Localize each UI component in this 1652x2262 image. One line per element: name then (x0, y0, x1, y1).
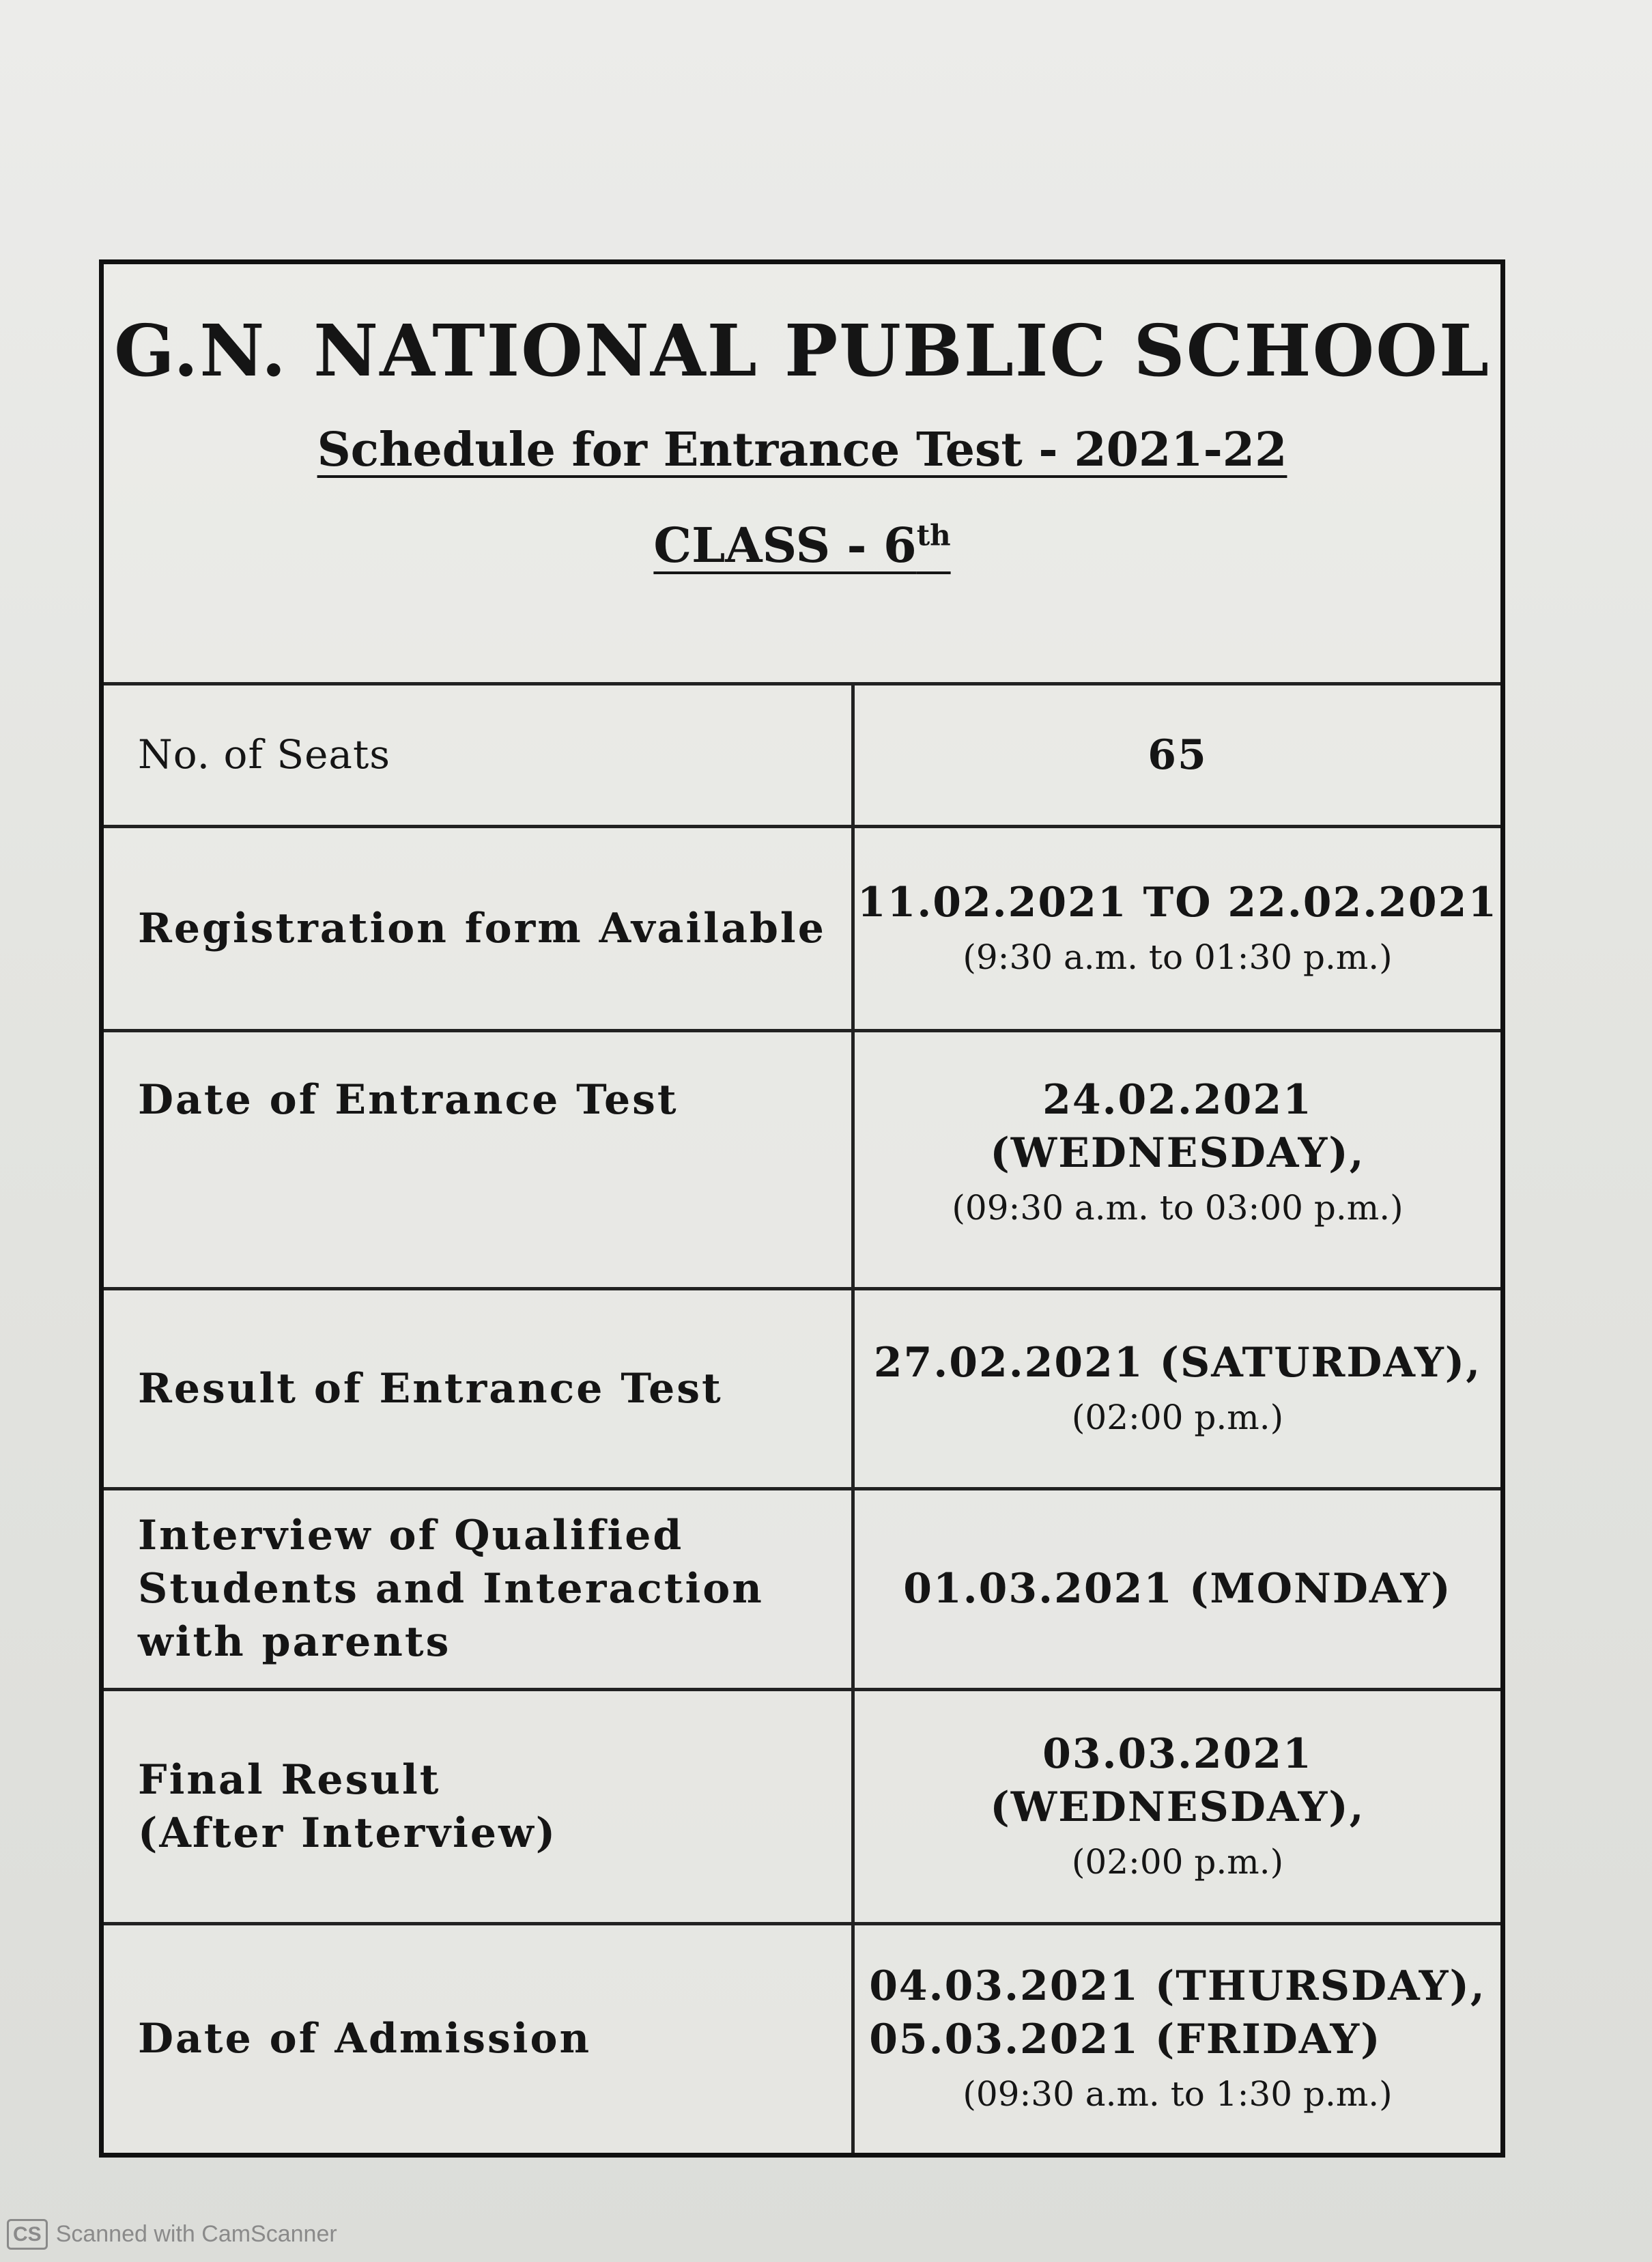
row-label: Date of Admission (104, 1925, 855, 2153)
class-label-text: CLASS - 6 (653, 517, 917, 574)
row-label: Date of Entrance Test (104, 1032, 855, 1287)
row-value-cell (855, 1691, 1500, 1922)
document-header (104, 264, 1500, 685)
row-value-cell (855, 685, 1500, 825)
table-row (104, 1290, 1500, 1490)
row-value-cell (855, 1290, 1500, 1487)
row-value-time: (9:30 a.m. to 01:30 p.m.) (963, 937, 1393, 977)
table-row (104, 1925, 1500, 2153)
row-value: 01.03.2021 (MONDAY) (903, 1565, 1452, 1613)
row-value-time: (02:00 p.m.) (1071, 1397, 1284, 1437)
school-name: G.N. NATIONAL PUBLIC SCHOOL (114, 309, 1490, 393)
row-label: Final Result (After Interview) (104, 1691, 855, 1922)
table-row (104, 1032, 1500, 1290)
row-value: 65 (1148, 731, 1208, 780)
scanner-watermark-text: Scanned with CamScanner (55, 2221, 337, 2247)
row-value-time: (09:30 a.m. to 03:00 p.m.) (952, 1187, 1404, 1228)
row-value-cell (855, 1925, 1500, 2153)
row-value: 27.02.2021 (SATURDAY), (873, 1338, 1482, 1387)
schedule-subtitle: Schedule for Entrance Test - 2021-22 (317, 423, 1287, 478)
camscanner-logo-icon: CS (7, 2219, 48, 2250)
row-value: 04.03.2021 (THURSDAY), 05.03.2021 (FRIDAY) (869, 1962, 1486, 2064)
row-label: Registration form Available (104, 828, 855, 1028)
table-row (104, 1490, 1500, 1691)
row-label: Result of Entrance Test (104, 1290, 855, 1487)
schedule-table (99, 259, 1505, 2158)
row-value-time: (09:30 a.m. to 1:30 p.m.) (963, 2074, 1393, 2115)
row-value-cell (855, 1032, 1500, 1287)
scanner-watermark (7, 2219, 337, 2250)
row-value-time: (02:00 p.m.) (1071, 1841, 1284, 1882)
row-value: 24.02.2021 (WEDNESDAY), (990, 1075, 1365, 1177)
row-value-cell (855, 828, 1500, 1028)
table-row (104, 828, 1500, 1032)
row-label: No. of Seats (104, 685, 855, 825)
row-value: 03.03.2021 (WEDNESDAY), (990, 1729, 1365, 1831)
class-label-suffix: th (916, 519, 951, 553)
row-label: Interview of Qualified Students and Interaction with parents (104, 1490, 855, 1687)
table-row (104, 685, 1500, 828)
row-value: 11.02.2021 TO 22.02.2021 (857, 878, 1498, 927)
class-label (104, 517, 1500, 574)
table-row (104, 1691, 1500, 1925)
row-value-cell (855, 1490, 1500, 1687)
